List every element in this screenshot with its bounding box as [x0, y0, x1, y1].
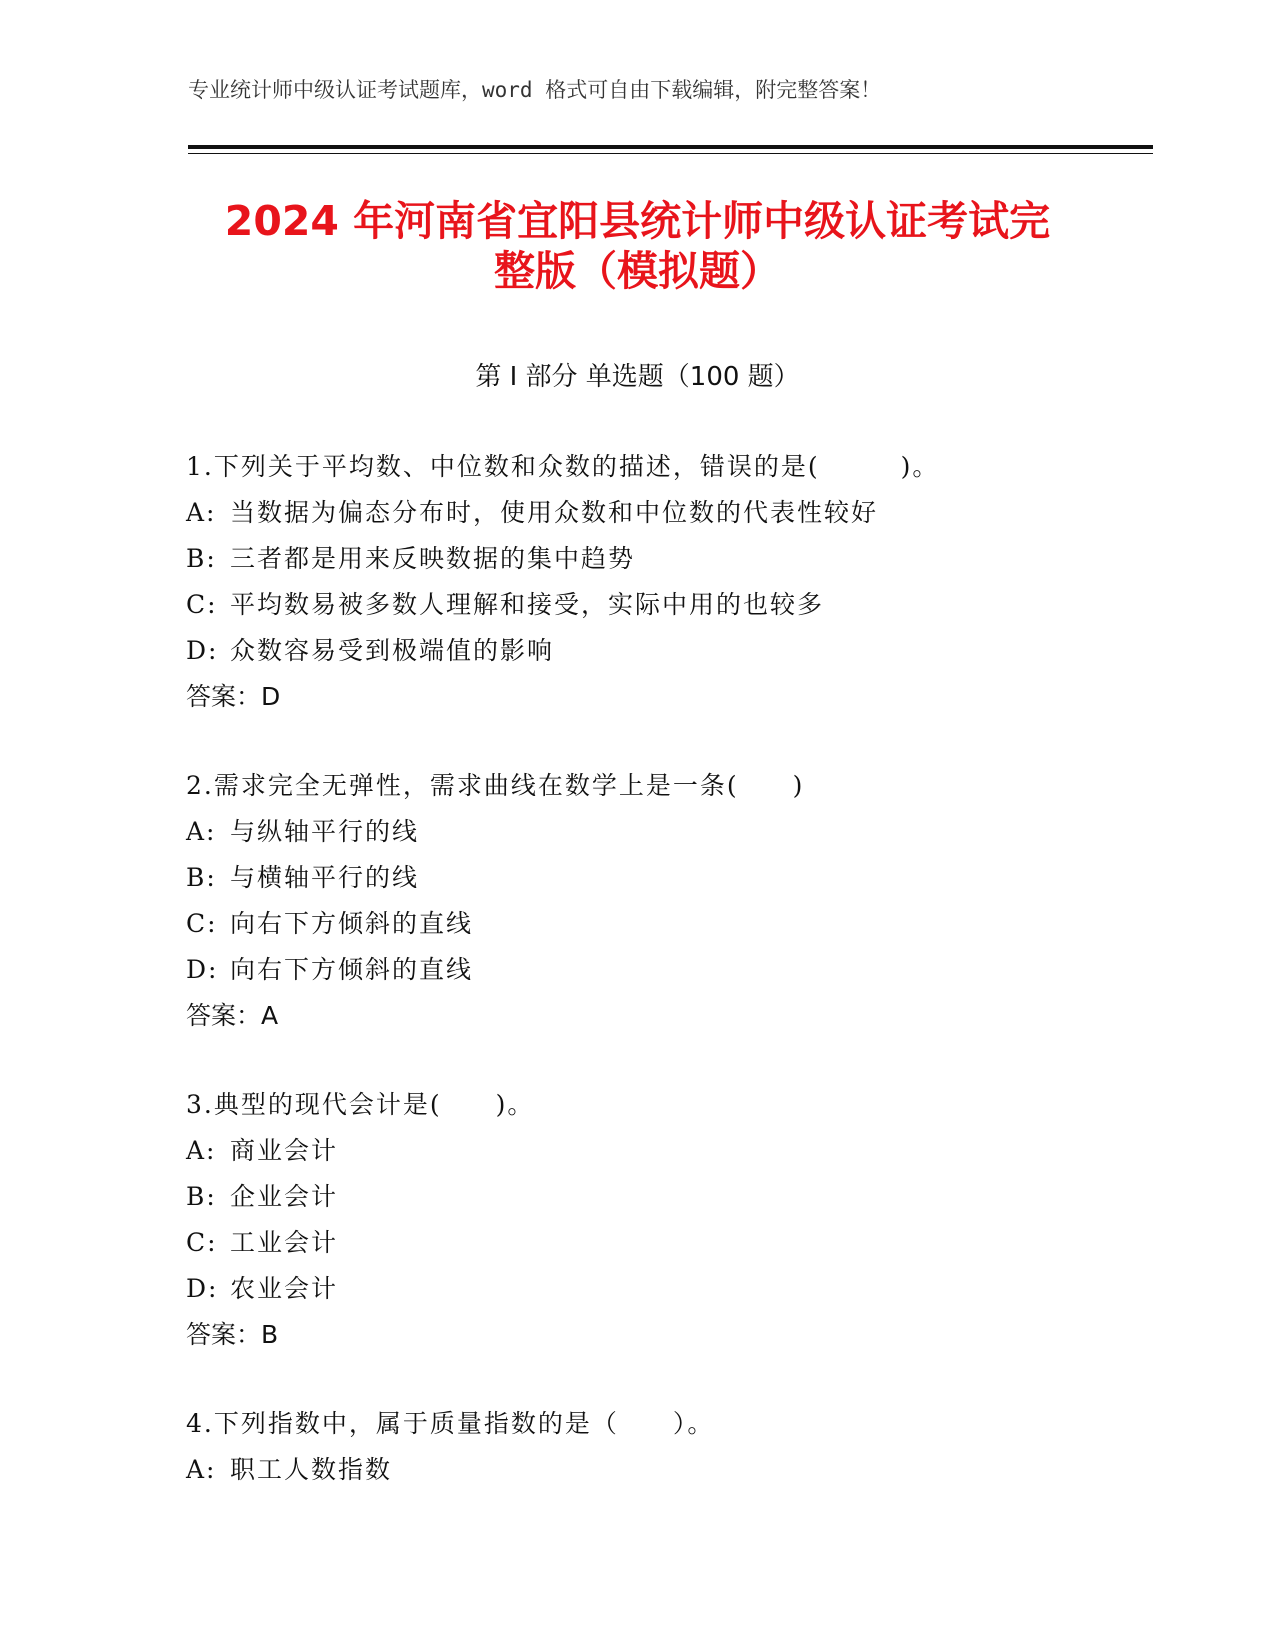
answer-value: B [261, 1320, 279, 1349]
question-2 [186, 763, 1186, 1039]
option-text: 向右下方倾斜的直线 [230, 955, 474, 984]
option-letter: B: [186, 863, 217, 892]
option-letter: A: [186, 1455, 217, 1484]
document-title-line-1: 2024 年河南省宜阳县统计师中级认证考试完 [224, 197, 1051, 245]
option-a [186, 809, 1186, 855]
option-letter: B: [186, 1182, 217, 1211]
option-text: 职工人数指数 [230, 1455, 393, 1484]
header-rule-thick [188, 145, 1153, 149]
question-stem: 2.需求完全无弹性，需求曲线在数学上是一条( ) [186, 771, 805, 800]
answer-line [186, 674, 1186, 720]
option-b [186, 855, 1186, 901]
question-stem: 1.下列关于平均数、中位数和众数的描述，错误的是( )。 [186, 452, 940, 481]
answer-value: D [261, 682, 281, 711]
answer-value: A [261, 1001, 279, 1030]
option-text: 平均数易被多数人理解和接受，实际中用的也较多 [230, 590, 825, 619]
option-d [186, 947, 1186, 993]
option-letter: A: [186, 1136, 217, 1165]
option-letter: C: [186, 909, 218, 938]
option-text: 农业会计 [230, 1274, 339, 1303]
question-stem: 4.下列指数中，属于质量指数的是（ ）。 [186, 1409, 715, 1438]
section-title: 第 I 部分 单选题（100 题） [475, 362, 800, 392]
header-rule-thin [188, 153, 1153, 154]
answer-label: 答案： [186, 682, 262, 711]
question-stem: 3.典型的现代会计是( )。 [186, 1090, 535, 1119]
question-4 [186, 1401, 1186, 1493]
answer-label: 答案： [186, 1320, 262, 1349]
option-letter: B: [186, 544, 217, 573]
option-text: 三者都是用来反映数据的集中趋势 [230, 544, 636, 573]
question-1 [186, 444, 1186, 720]
option-letter: A: [186, 498, 217, 527]
option-text: 企业会计 [230, 1182, 339, 1211]
option-a [186, 1128, 1186, 1174]
option-text: 工业会计 [230, 1228, 339, 1257]
header-note: 专业统计师中级认证考试题库，word 格式可自由下载编辑，附完整答案！ [188, 78, 882, 102]
option-text: 当数据为偏态分布时，使用众数和中位数的代表性较好 [230, 498, 879, 527]
option-letter: D: [186, 1274, 219, 1303]
option-c [186, 582, 1186, 628]
option-a [186, 1447, 1186, 1493]
option-b [186, 1174, 1186, 1220]
option-letter: D: [186, 955, 219, 984]
option-text: 商业会计 [230, 1136, 339, 1165]
question-list [186, 444, 1186, 1536]
option-letter: D: [186, 636, 219, 665]
option-b [186, 536, 1186, 582]
option-text: 与横轴平行的线 [230, 863, 420, 892]
document-title [150, 196, 1125, 296]
document-title-line-2: 整版（模拟题） [494, 247, 781, 295]
answer-line [186, 993, 1186, 1039]
option-text: 众数容易受到极端值的影响 [230, 636, 555, 665]
option-c [186, 1220, 1186, 1266]
option-text: 与纵轴平行的线 [230, 817, 420, 846]
question-3 [186, 1082, 1186, 1358]
option-letter: A: [186, 817, 217, 846]
option-d [186, 628, 1186, 674]
answer-label: 答案： [186, 1001, 262, 1030]
option-d [186, 1266, 1186, 1312]
option-a [186, 490, 1186, 536]
option-text: 向右下方倾斜的直线 [230, 909, 474, 938]
answer-line [186, 1312, 1186, 1358]
option-c [186, 901, 1186, 947]
option-letter: C: [186, 590, 218, 619]
option-letter: C: [186, 1228, 218, 1257]
